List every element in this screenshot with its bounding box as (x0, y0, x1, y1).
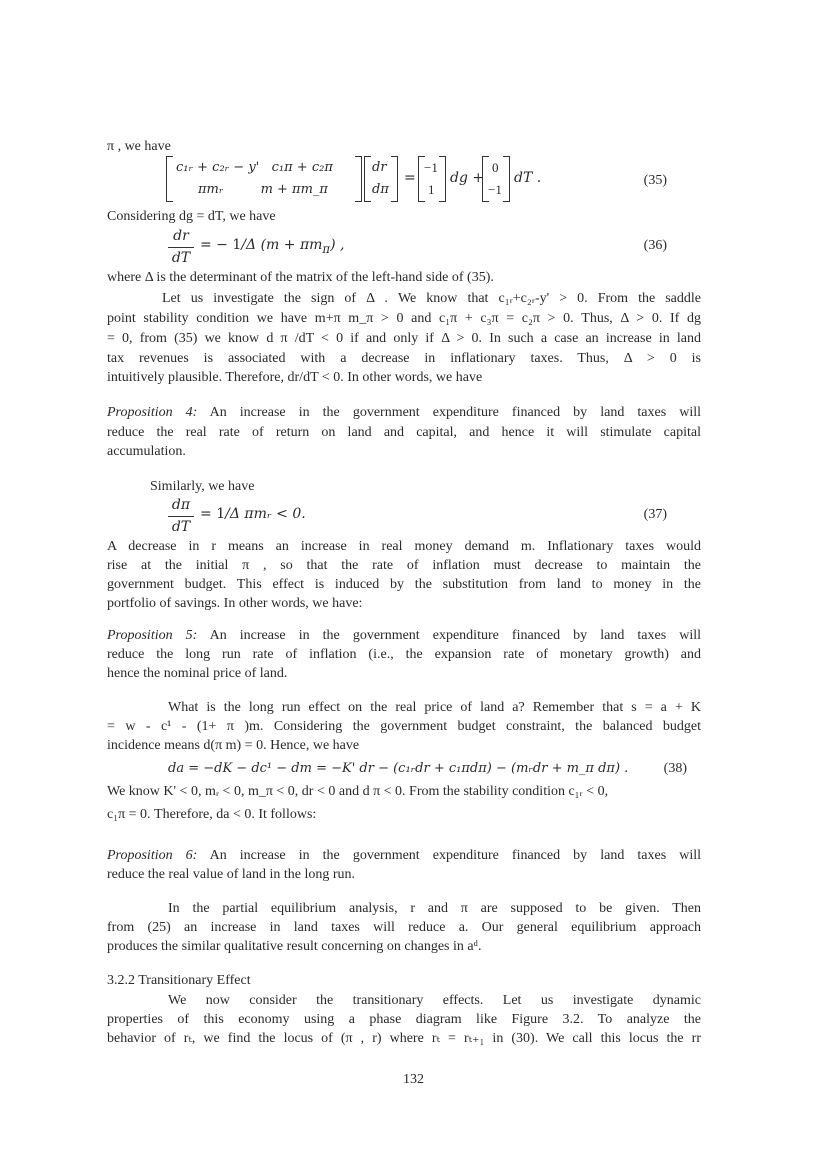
text-line: = 0, from (35) we know d π /dT < 0 if and only if Δ > 0. In such a case an increase in land (107, 331, 701, 346)
text-line: A decrease in r means an increase in real money demand m. Inflationary taxes would (107, 539, 701, 554)
text-line: tax revenues is associated with a decrease in inflationary taxes. Thus, Δ > 0 is (107, 351, 701, 366)
text-span: An increase in the government expenditure financed by land taxes will (197, 628, 701, 643)
proposition-label: Proposition 4: (107, 405, 198, 420)
text-line: behavior of rₜ, we find the locus of (π , r) where rₜ = rₜ₊₁ in (30). We call this locus the rr (107, 1031, 701, 1046)
text-line: produces the similar qualitative result concerning on changes in aᵈ. (107, 939, 482, 954)
text-line: Considering dg = dT, we have (107, 209, 276, 224)
text-span: An increase in the government expenditure financed by land taxes will (197, 848, 701, 863)
text-line: where Δ is the determinant of the matrix of the left-hand side of (35). (107, 270, 494, 285)
text-line: = w - c¹ - (1+ π )m. Considering the government budget constraint, the balanced budget (107, 719, 701, 734)
text-line: reduce the real value of land in the long run. (107, 867, 356, 882)
equation-number: (35) (643, 173, 667, 188)
proposition-label: Proposition 5: (107, 628, 198, 643)
text-line: intuitively plausible. Therefore, dr/dT < 0. In other words, we have (107, 370, 483, 385)
text-line: government budget. This effect is induced by the substitution from land to money in the (107, 577, 701, 592)
equation-36-lhs: dr dT (168, 227, 194, 268)
text-line: π , we have (107, 139, 171, 154)
text-line: reduce the long run rate of inflation (i.e., the expansion rate of monetary growth) and (107, 647, 701, 662)
text-line: Similarly, we have (150, 479, 255, 494)
text-line: What is the long run effect on the real price of land a? Remember that s = a + K (168, 700, 701, 715)
text-line: from (25) an increase in land taxes will reduce a. Our general equilibrium approach (107, 920, 701, 935)
page-number: 132 (403, 1072, 424, 1087)
equation-37-lhs: dπ dT (168, 496, 194, 537)
equation-number: (36) (643, 238, 667, 253)
text-line: Let us investigate the sign of Δ . We know that c₁ᵣ+c₂ᵣ-y' > 0. From the saddle (162, 291, 701, 306)
text-line: properties of this economy using a phase diagram like Figure 3.2. To analyze the (107, 1012, 701, 1027)
equation-35: c₁ᵣ + c₂ᵣ − y' c₁π + c₂π πmᵣ m + πm_π dr dπ = −1 1 dg + 0 −1 dT . (166, 156, 686, 204)
text-line: incidence means d(π m) = 0. Hence, we have (107, 738, 360, 753)
section-heading: 3.2.2 Transitionary Effect (107, 973, 251, 988)
text-line: c₁π = 0. Therefore, da < 0. It follows: (107, 807, 317, 822)
equation-number: (38) (663, 761, 687, 776)
proposition-4 (107, 403, 701, 422)
text-line: hence the nominal price of land. (107, 666, 288, 681)
proposition-label: Proposition 6: (107, 848, 198, 863)
text-line: accumulation. (107, 444, 186, 459)
text-line: We now consider the transitionary effects. Let us investigate dynamic (168, 993, 701, 1008)
text-line: point stability condition we have m+π m_π > 0 and c₁π + c₃π = c₂π > 0. Thus, Δ > 0. If dg (107, 311, 701, 326)
equation-38: da = −dK − dc¹ − dm = −K' dr − (c₁ᵣdr + c₁πdπ) − (mᵣdr + m_π dπ) . (168, 761, 629, 776)
text-span: An increase in the government expenditure financed by land taxes will (197, 405, 701, 420)
text-line: In the partial equilibrium analysis, r and π are supposed to be given. Then (168, 901, 701, 916)
proposition-6 (107, 846, 701, 865)
text-line: rise at the initial π , so that the rate of inflation must decrease to maintain the (107, 558, 701, 573)
text-line: reduce the real rate of return on land and capital, and hence it will stimulate capital (107, 425, 701, 440)
equation-36-rhs: = − 1/Δ $(m + \pi m_\pi)$ , (200, 237, 345, 256)
equation-37-rhs: = 1/Δ πmᵣ < 0. (200, 506, 306, 522)
equation-number: (37) (643, 507, 667, 522)
text-line: We know K' < 0, mᵣ < 0, m_π < 0, dr < 0 and d π < 0. From the stability condition c₁ᵣ < 0, (107, 784, 609, 799)
proposition-5 (107, 626, 701, 645)
text-line: portfolio of savings. In other words, we have: (107, 596, 363, 611)
